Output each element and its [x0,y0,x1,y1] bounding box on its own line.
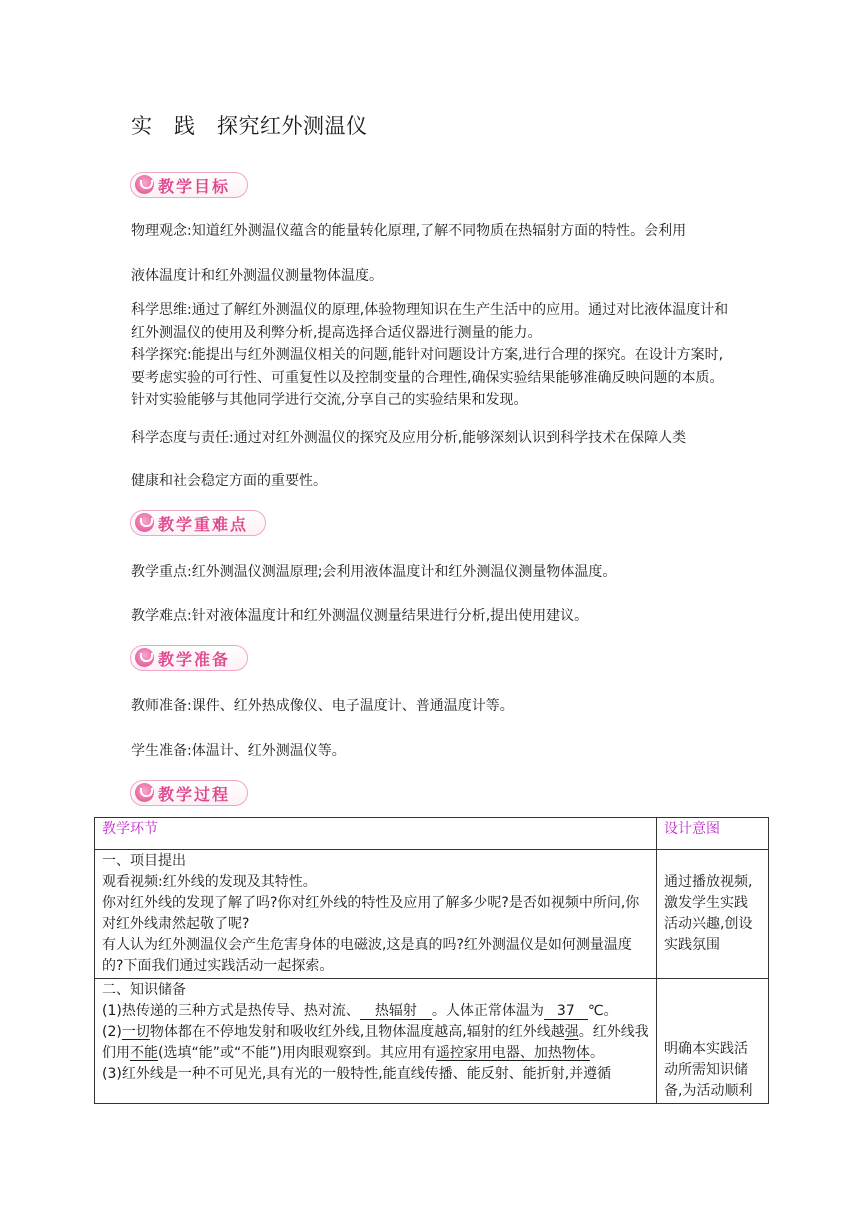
teaching-focus: 教学重点:红外测温仪测温原理;会利用液体温度计和红外测温仪测量物体温度。 [131,564,617,580]
goal-attitude-line2: 健康和社会稳定方面的重要性。 [131,473,327,489]
book-icon [135,175,154,194]
teacher-prep: 教师准备:课件、红外热成像仪、电子温度计、普通温度计等。 [131,698,514,714]
answer-blank: 强 [564,1024,579,1040]
goal-inquiry: 科学探究:能提出与红外测温仪相关的问题,能针对问题设计方案,进行合理的探究。在设计方案时,要考虑实验的可行性、可重复性以及控制变量的合理性,确保实验结果能够准确反映问题的本质。针对实验能够与其他同学进行交流,分享自己的实验结果和发现。 [131,347,724,408]
answer-blank: 一切 [121,1024,150,1040]
intent-cell: 明确本实践活动所需知识储备,为活动顺利 [657,979,769,1104]
question-text: 。红外线我们用 [102,1024,649,1061]
book-icon [135,648,154,667]
goal-physics-line2: 液体温度计和红外测温仪测量物体温度。 [131,268,383,284]
goal-physics-line1: 物理观念:知道红外测温仪蕴含的能量转化原理,了解不同物质在热辐射方面的特性。会利用 [131,223,687,239]
goal-attitude-line1: 科学态度与责任:通过对红外测温仪的探究及应用分析,能够深刻认识到科学技术在保障人类 [131,430,687,446]
section-badge-keypoints [130,510,266,536]
stage-cell [95,850,657,979]
stage-cell [95,979,657,1104]
book-icon [135,513,154,532]
question-text: (2) [102,1024,122,1040]
teaching-difficulty: 教学难点:针对液体温度计和红外测温仪测量结果进行分析,提出使用建议。 [131,608,589,624]
stage-text: 观看视频:红外线的发现及其特性。 [102,874,317,890]
answer-blank: 热辐射 [360,1003,432,1020]
intent-cell: 通过播放视频,激发学生实践活动兴趣,创设实践氛围 [657,850,769,979]
question-text: 。 [589,1045,604,1061]
stage-heading: 二、知识储备 [102,982,186,998]
table-row [95,979,769,1104]
question-text: 物体都在不停地发射和吸收红外线,且物体温度越高,辐射的红外线越 [149,1024,565,1040]
table-row [95,850,769,979]
question-text: ℃。 [587,1003,618,1019]
table-header-row [95,818,769,850]
section-badge-process [130,780,248,806]
question-text: 。人体正常体温为 [431,1003,544,1019]
student-prep: 学生准备:体温计、红外测温仪等。 [131,743,346,759]
column-header-stage: 教学环节 [95,818,657,850]
goal-thinking: 科学思维:通过了解红外测温仪的原理,体验物理知识在生产生活中的应用。通过对比液体温度计和红外测温仪的使用及利弊分析,提高选择合适仪器进行测量的能力。 [131,302,729,341]
section-label: 教学重难点 [158,515,249,534]
stage-text: 你对红外线的发现了解了吗?你对红外线的特性及应用了解多少呢?是否如视频中所问,你对红外线肃然起敬了呢? [102,895,640,932]
question-2 [102,1022,649,1064]
section-label: 教学过程 [158,785,231,804]
book-icon [135,783,154,802]
stage-heading: 一、项目提出 [102,853,186,869]
question-1 [102,1001,649,1022]
answer-blank: 37 [544,1003,588,1020]
stage-text: 有人认为红外测温仪会产生危害身体的电磁波,这是真的吗?红外测温仪是如何测量温度的?下面我们通过实践活动一起探索。 [102,937,632,974]
section-badge-goals [130,172,248,198]
question-text: (选填“能”或“不能”)用肉眼观察到。其应用有 [158,1045,436,1061]
section-badge-prep [130,645,248,671]
section-label: 教学目标 [158,177,231,196]
process-table [94,817,769,1104]
column-header-intent: 设计意图 [657,818,769,850]
section-label: 教学准备 [158,650,231,669]
answer-blank: 不能 [130,1045,158,1061]
page-title: 实 践 探究红外测温仪 [131,114,368,138]
answer-blank: 遥控家用电器、加热物体 [435,1045,590,1061]
question-3: (3)红外线是一种不可见光,具有光的一般特性,能直线传播、能反射、能折射,并遵循 [102,1066,612,1082]
question-text: (1)热传递的三种方式是热传导、热对流、 [102,1003,360,1019]
